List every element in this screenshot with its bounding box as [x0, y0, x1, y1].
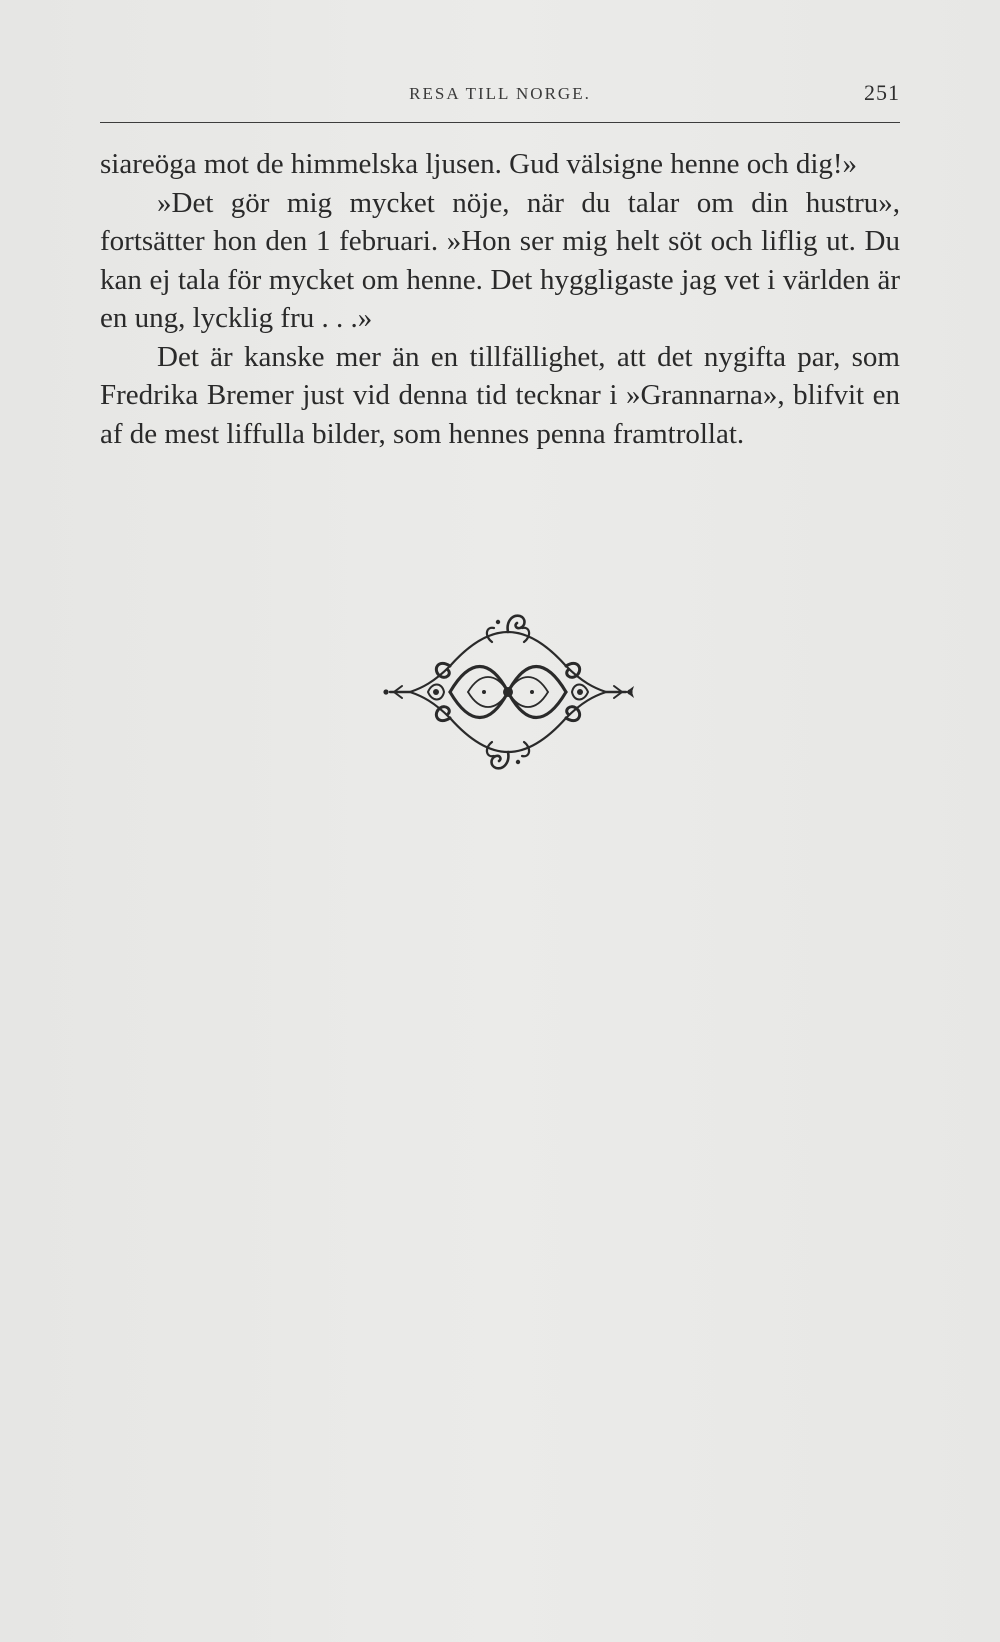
running-head: [100, 80, 900, 112]
header-rule: [100, 122, 900, 123]
page-number: 251: [864, 80, 900, 105]
running-title: RESA TILL NORGE.: [409, 84, 591, 103]
paragraph-2: »Det gör mig mycket nöje, när du talar om din hustru», fortsätter hon den 1 februari. »Hon ser mig helt söt och liflig ut. Du kan ej tala för mycket om henne. Det hyggligaste jag vet i världen är en ung, lycklig fru . . .»: [100, 186, 900, 334]
paragraph-1: siareöga mot de himmelska ljusen. Gud välsigne henne och dig!»: [100, 148, 858, 180]
body-text: [100, 145, 900, 453]
fleuron-ornament-icon: [380, 608, 636, 776]
paragraph-3: Det är kanske mer än en tillfällighet, att det nygifta par, som Fredrika Bremer just vid denna tid tecknar i »Grannarna», blifvit en af de mest liffulla bilder, som hennes penna framtrollat.: [100, 340, 900, 450]
